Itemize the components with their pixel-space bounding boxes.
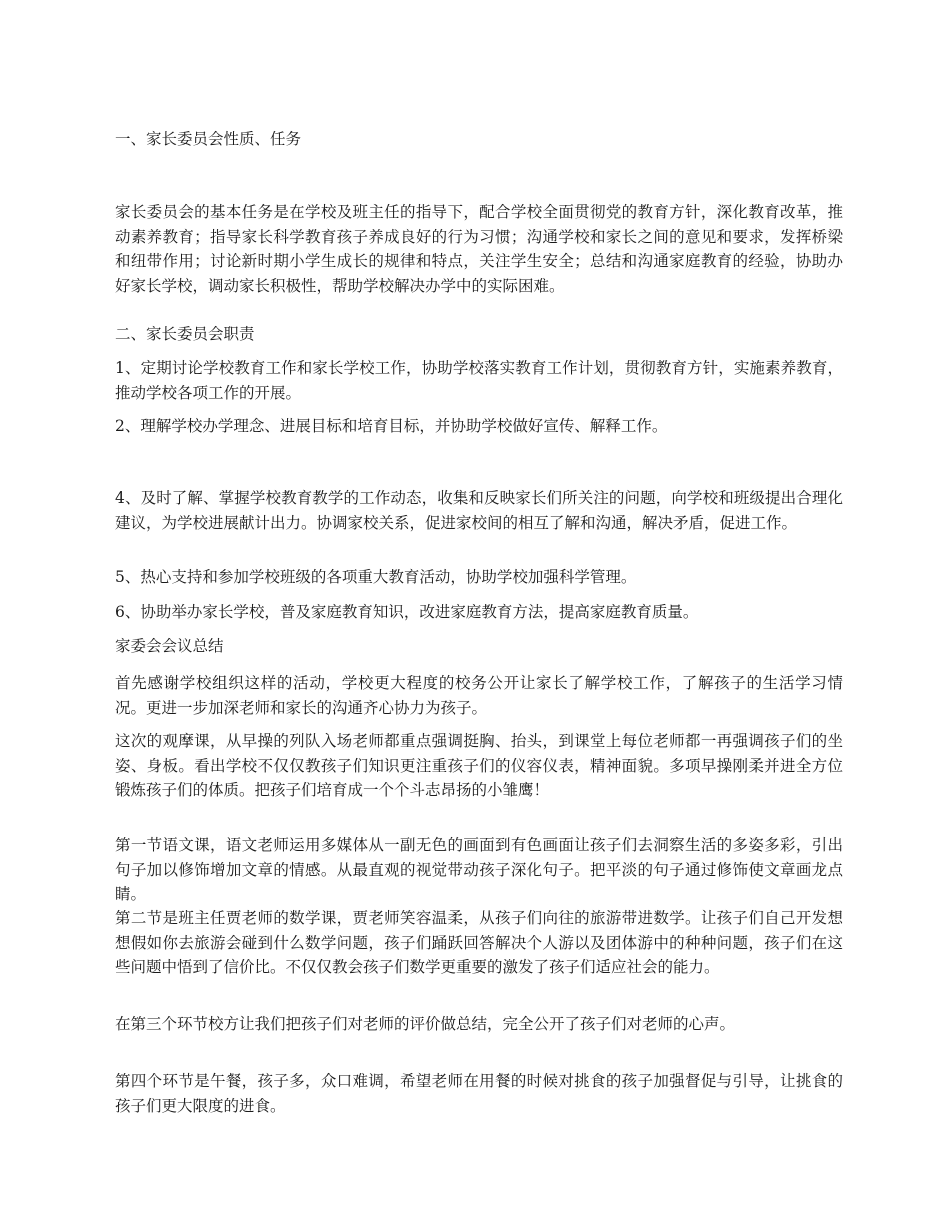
duty-item-6: 6、协助举办家长学校，普及家庭教育知识，改进家庭教育方法，提高家庭教育质量。 bbox=[115, 603, 699, 621]
section-1-body: 家长委员会的基本任务是在学校及班主任的指导下，配合学校全面贯彻党的教育方针，深化教育改革，推动素养教育；指导家长科学教育孩子养成良好的行为习惯；沟通学校和家长之间的意见和要求，发挥桥梁和纽带作用；讨论新时期小学生成长的规律和特点，关注学生安全；总结和沟通家庭教育的经验，协助办好家长学校，调动家长积极性，帮助学校解决办学中的实际困难。 bbox=[115, 203, 843, 295]
summary-paragraph-2: 这次的观摩课，从早操的列队入场老师都重点强调挺胸、抬头，到课堂上每位老师都一再强调孩子们的坐姿、身板。看出学校不仅仅教孩子们知识更注重孩子们的仪容仪表，精神面貌。多项早操刚柔并进全方位锻炼孩子们的体质。把孩子们培育成一个个斗志昂扬的小雏鹰！ bbox=[115, 732, 843, 799]
summary-paragraph-3: 第一节语文课，语文老师运用多媒体从一副无色的画面到有色画面让孩子们去洞察生活的多姿多彩，引出句子加以修饰增加文章的情感。从最直观的视觉带动孩子深化句子。把平淡的句子通过修饰使文章画龙点睛。 bbox=[115, 836, 843, 903]
summary-paragraph-6: 第四个环节是午餐，孩子多，众口难调，希望老师在用餐的时候对挑食的孩子加强督促与引导，让挑食的孩子们更大限度的进食。 bbox=[115, 1072, 843, 1115]
summary-paragraph-4: 第二节是班主任贾老师的数学课，贾老师笑容温柔，从孩子们向往的旅游带进数学。让孩子们自己开发想想假如你去旅游会碰到什么数学问题，孩子们踊跃回答解决个人游以及团体游中的种种问题，孩子们在这些问题中悟到了信价比。不仅仅教会孩子们数学更重要的激发了孩子们适应社会的能力。 bbox=[115, 909, 843, 976]
duty-item-1: 1、定期讨论学校教育工作和家长学校工作，协助学校落实教育工作计划，贯彻教育方针，实施素养教育，推动学校各项工作的开展。 bbox=[115, 359, 843, 402]
section-1-title: 一、家长委员会性质、任务 bbox=[115, 130, 302, 148]
summary-paragraph-1: 首先感谢学校组织这样的活动，学校更大程度的校务公开让家长了解学校工作，了解孩子的生活学习情况。更进一步加深老师和家长的沟通齐心协力为孩子。 bbox=[115, 674, 843, 717]
duty-item-2: 2、理解学校办学理念、进展目标和培育目标，并协助学校做好宣传、解释工作。 bbox=[115, 417, 668, 435]
summary-title: 家委会会议总结 bbox=[115, 637, 224, 655]
duty-item-5: 5、热心支持和参加学校班级的各项重大教育活动，协助学校加强科学管理。 bbox=[115, 568, 637, 586]
section-2-title: 二、家长委员会职责 bbox=[115, 325, 255, 343]
duty-item-4: 4、及时了解、掌握学校教育教学的工作动态，收集和反映家长们所关注的问题，向学校和班级提出合理化建议，为学校进展献计出力。协调家校关系，促进家校间的相互了解和沟通，解决矛盾，促进工作。 bbox=[115, 489, 843, 532]
summary-paragraph-5: 在第三个环节校方让我们把孩子们对老师的评价做总结，完全公开了孩子们对老师的心声。 bbox=[115, 1015, 736, 1033]
